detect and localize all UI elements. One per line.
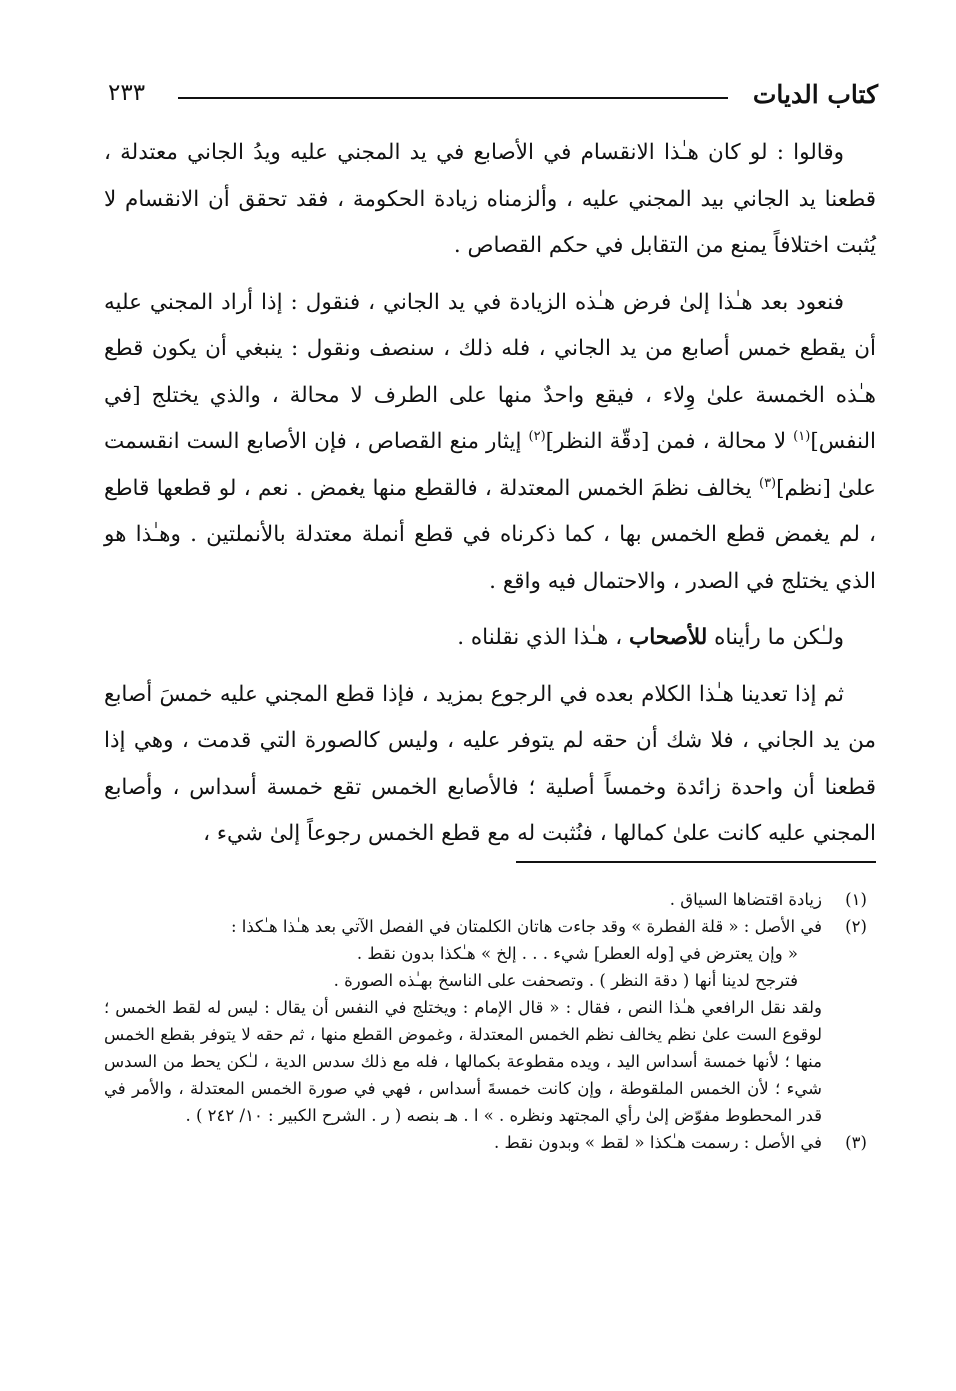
- footnote-rule: [516, 861, 876, 863]
- footnote: [104, 886, 878, 913]
- footnote-ref: (١): [793, 428, 811, 444]
- text-run: فنعود بعد هـٰذا إلىٰ فرض هـٰذه الزيادة في يد الجاني ، فنقول : إذا أراد المجني عليه أن يقطع خمس أصابع من يد الجاني ، فله ذلك ، سنصف ونقول : ينبغي أن يكون قطع هـٰذه الخمسة علىٰ وِلاء ، فيقع واحدٌ منها على الطرف لا محالة ، والذي يختلج [في النفس]: [104, 289, 876, 454]
- running-title: كتاب الديات: [752, 80, 878, 109]
- footnote: [104, 1129, 878, 1156]
- footnote: [104, 913, 878, 1129]
- footnote-number: (٢): [845, 917, 867, 936]
- footnote-line: في الأصل : « قلة الفطرة » وقد جاءت هاتان الكلمتان في الفصل الآتي بعد هـٰذا هـٰكذا :: [230, 917, 822, 936]
- footnote-number: (١): [845, 890, 867, 909]
- text-run: إيثار منع القصاص ، فإن الأصابع الست انقسمت علىٰ [نظم]: [104, 429, 877, 501]
- header-rule: [178, 97, 728, 99]
- footnote-number: (٣): [845, 1133, 867, 1152]
- footnote-line: فترجح لدينا أنها ( دقة النظر ) . وتصحفت على الناسخ بهـٰذه الصورة .: [333, 971, 798, 990]
- page-header: [108, 76, 878, 116]
- footnote-ref: (٢): [528, 428, 546, 444]
- text-run: لا محالة ، فمن [دقّة النظر]: [545, 429, 794, 454]
- footnote-line: ولقد نقل الرافعي هـٰذا النص ، فقال : « قال الإمام : ويختلج في النفس أن يقال : ليس له لقط الخمس ؛ لوقوع الست علىٰ نظم يخالف نظم الخمس المعتدلة ، وغموض القطع منها ، ثم حقه لا يتوفر بقطع الخمس منها ؛ لأنها خمسة أسداس اليد ، ويده مقطوعة بكمالها ، فله مع ذلك سدس الدية ، لـٰكن يحط من السدس شيء ؛ لأن الخمس الملقوطة ، وإن كانت خمسةَ أسداس ، فهي في صورة الخمس المعتدلة ، والأمر في قدر المحطوط مفوّض إلىٰ رأي المجتهد ونظره . » ا . هـ بنصه ( ر . الشرح الكبير : ١٠/ ٢٤٢ ) .: [104, 998, 822, 1125]
- text-run: ولـٰكن ما رأيناه: [707, 625, 844, 650]
- footnote-ref: (٣): [758, 475, 777, 491]
- text-run: يخالف نظمَ الخمس المعتدلة ، فالقطع منها يغمض . نعم ، لو قطعها قاطع ، لم يغمض قطع الخمس بها ، كما ذكرناه في قطع أنملة معتدلة بالأنملتين . وهـٰذا هو الذي يختلج في الصدر ، والاحتمال فيه واقع .: [104, 475, 876, 594]
- paragraph: وقالوا : لو كان هـٰذا الانقسام في الأصابع في يد المجني عليه ويدُ الجاني معتدلة ، قطعنا يد الجاني بيد المجني عليه ، وألزمناه زيادة الحكومة ، فقد تحقق أن الانقسام لا يُثبت اختلافاً يمنع من التقابل في حكم القصاص .: [104, 140, 876, 258]
- paragraph: [104, 615, 876, 662]
- footnote-line: زيادة اقتضاها السياق .: [669, 890, 822, 909]
- paragraph: [104, 280, 876, 606]
- footnotes: [104, 886, 878, 1156]
- footnote-line: « وإن يعترض في [وله العطر] شيء . . . إلخ » هـٰكذا بدون نقط .: [356, 944, 798, 963]
- text-run: ، هـٰذا الذي نقلناه .: [457, 625, 629, 650]
- main-text: [104, 130, 876, 868]
- bold-term: للأصحاب: [629, 625, 708, 650]
- paragraph: ثم إذا تعدينا هـٰذا الكلام بعده في الرجوع بمزيد ، فإذا قطع المجني عليه خمسَ أصابع من يد الجاني ، فلا شك أن حقه لم يتوفر عليه ، وليس كالصورة التي قدمت ، وهي إذا قطعنا أن واحدة زائدة وخمساً أصلية ؛ فالأصابع الخمس تقع خمسة أسداس ، وأصابع المجني عليه كانت علىٰ كمالها ، فنُثبت له مع قطع الخمس رجوعاً إلىٰ شيء ،: [104, 681, 876, 846]
- footnote-line: في الأصل : رسمت هـٰكذا « لقط » وبدون نقط .: [494, 1133, 822, 1152]
- page-number: ٢٣٣: [108, 80, 146, 106]
